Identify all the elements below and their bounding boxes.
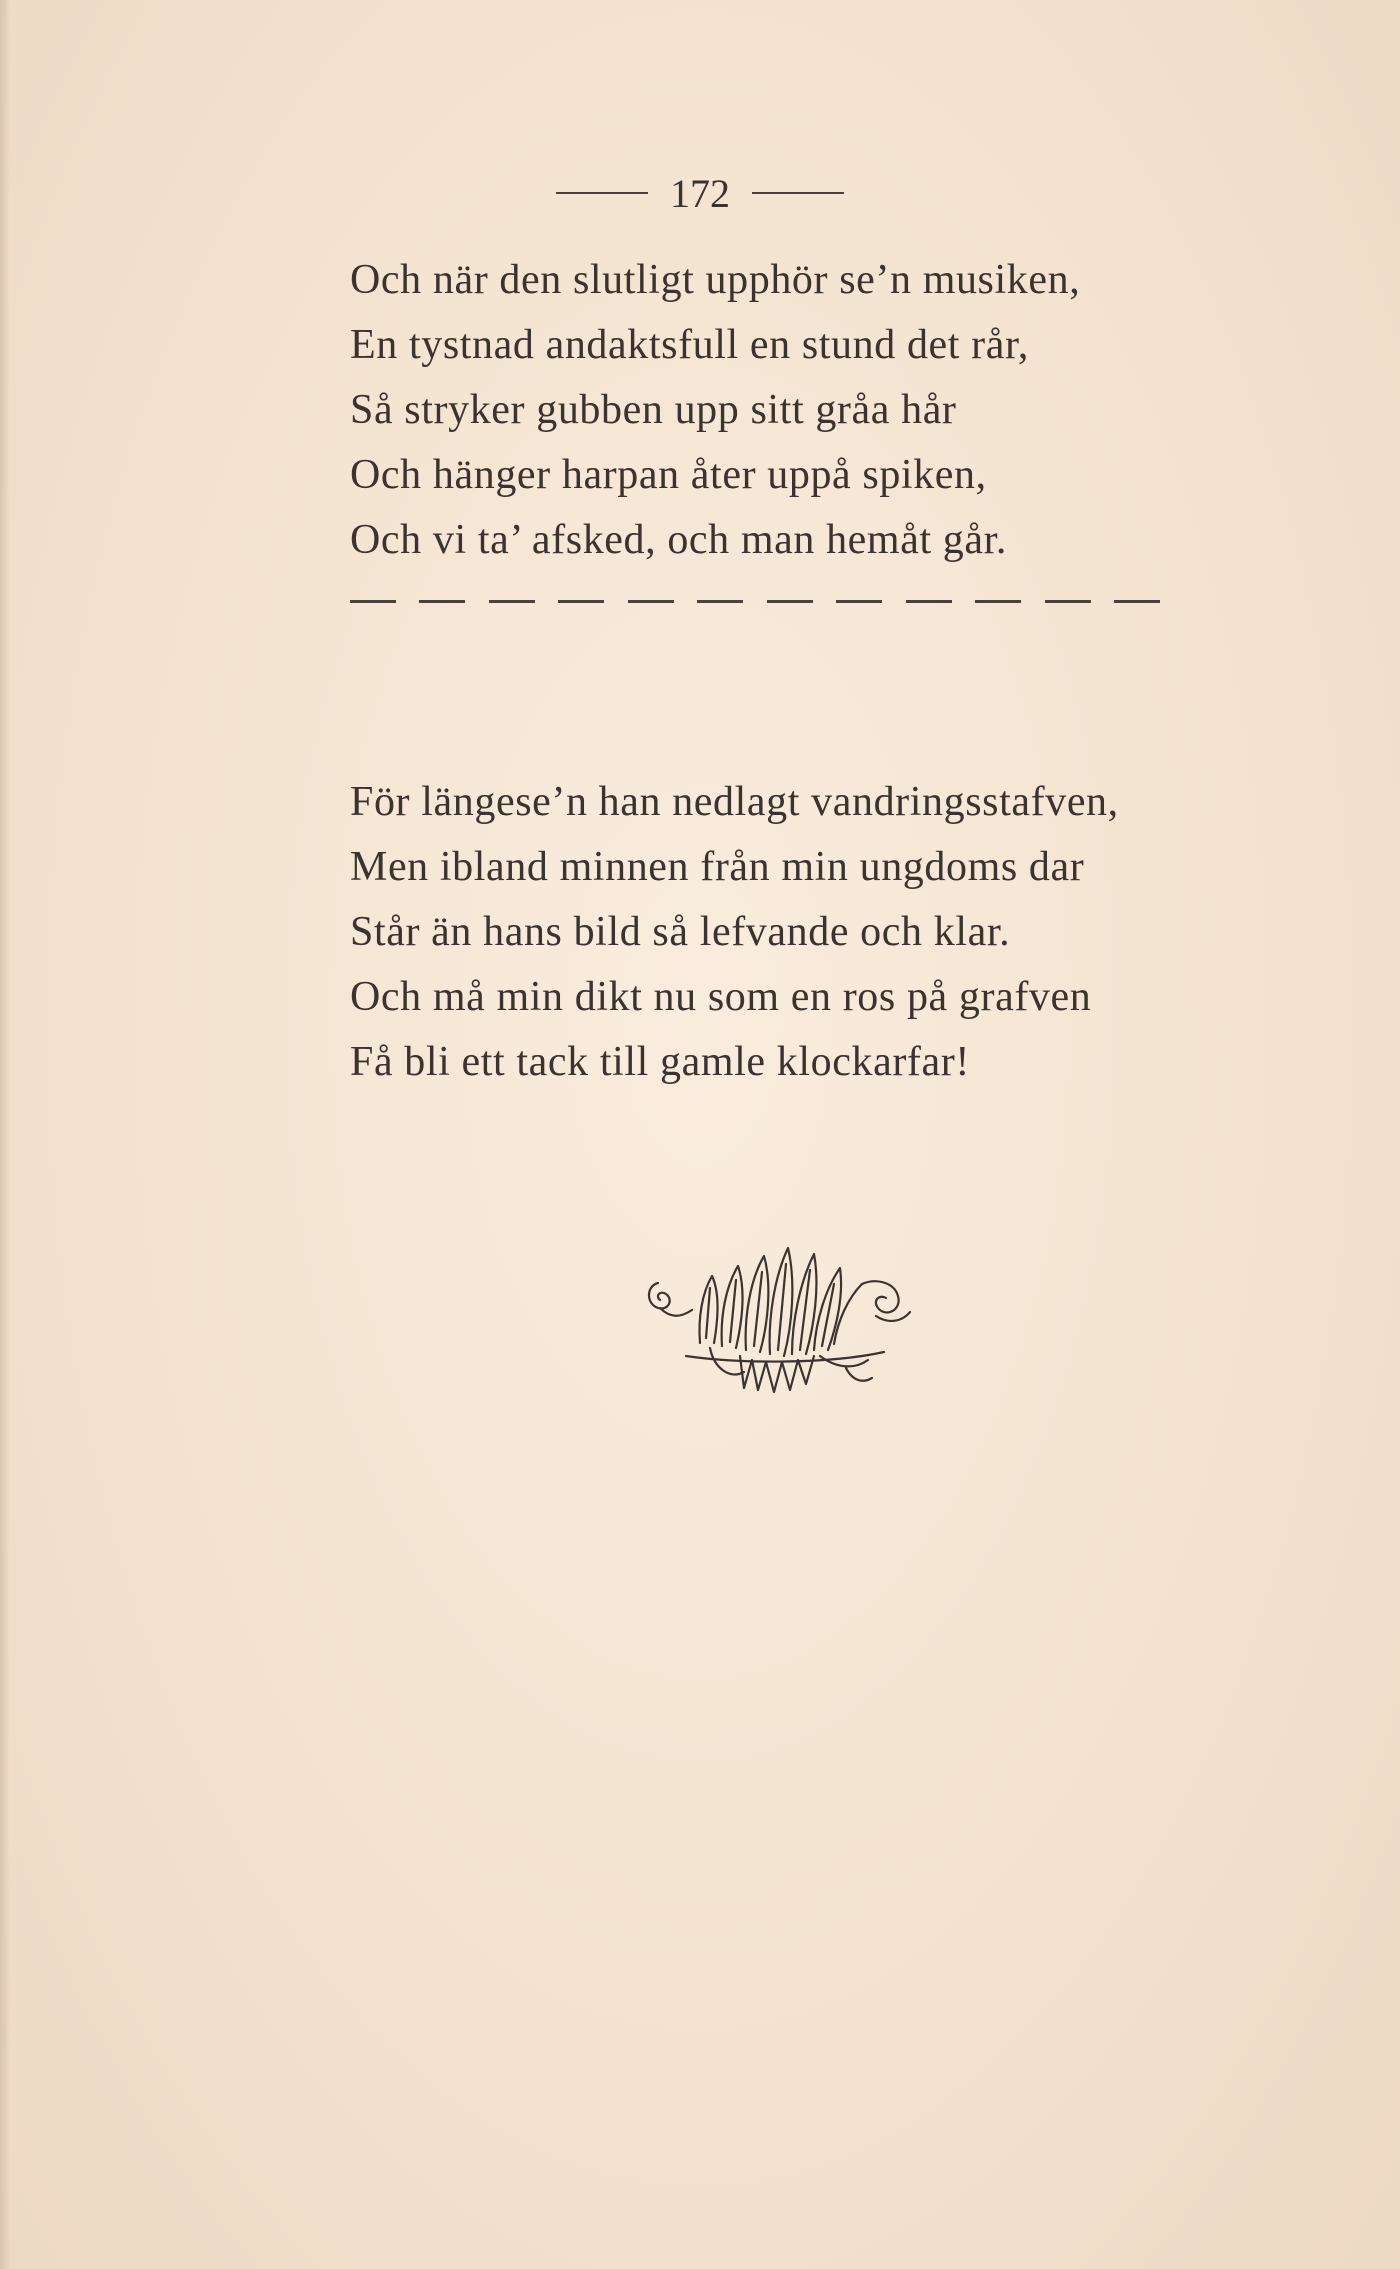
verse-line: Så stryker gubben upp sitt gråa hår — [350, 387, 957, 433]
verse-line: Men ibland minnen från min ungdoms dar — [350, 844, 1085, 890]
page-number-header — [0, 168, 1400, 218]
verse-line: Och vi ta’ afsked, och man hemåt går. — [350, 517, 1008, 563]
header-rule-right — [752, 192, 844, 194]
page-number: 172 — [670, 170, 730, 216]
verse-line: Och hänger harpan åter uppå spiken, — [350, 452, 987, 498]
dash-separator — [350, 600, 1160, 604]
verse-line: Få bli ett tack till gamle klockarfar! — [350, 1039, 970, 1085]
stanza-2 — [350, 770, 1310, 1095]
header-rule-left — [556, 192, 648, 194]
verse-line: Och må min dikt nu som en ros på grafven — [350, 974, 1092, 1020]
verse-line: För längese’n han nedlagt vandringsstafven, — [350, 779, 1119, 825]
page-edge-shadow — [0, 0, 10, 2269]
verse-line: En tystnad andaktsfull en stund det rår, — [350, 322, 1029, 368]
verse-line: Står än hans bild så lefvande och klar. — [350, 909, 1011, 955]
floral-vignette-icon — [640, 1238, 930, 1398]
stanza-1 — [350, 248, 1310, 573]
verse-line: Och när den slutligt upphör se’n musiken, — [350, 257, 1081, 303]
